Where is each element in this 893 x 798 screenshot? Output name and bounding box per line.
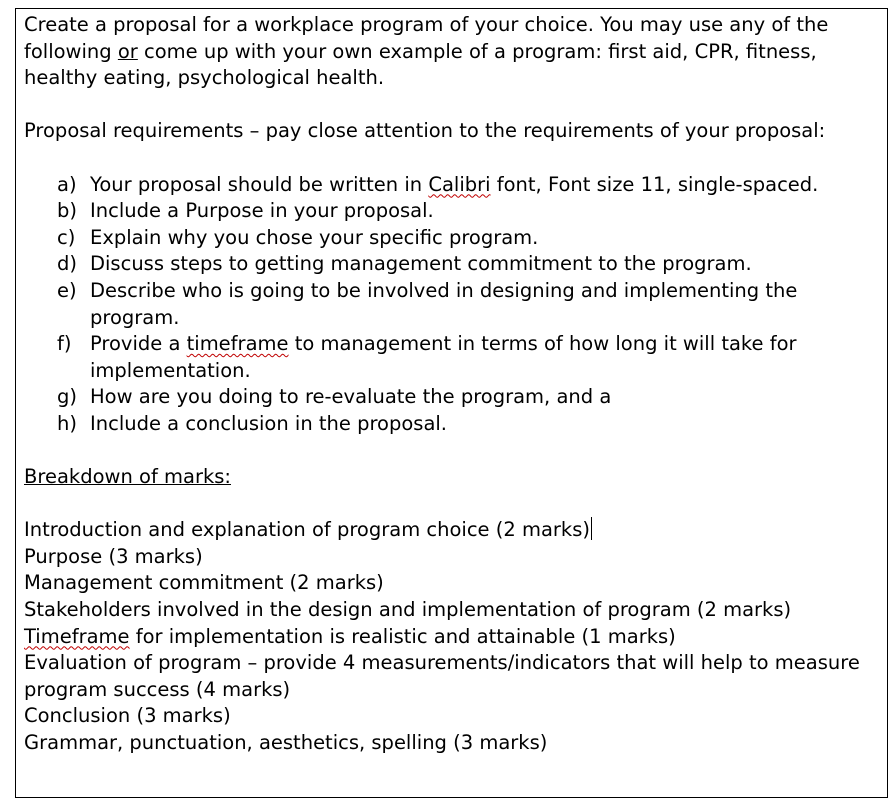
list-item [24, 172, 887, 199]
blank-line [24, 145, 887, 172]
requirement-text-start: Your proposal should be written in [90, 172, 429, 196]
marks-item [24, 517, 887, 544]
requirement-text-end: font, Font size 11, single-spaced. [490, 172, 819, 196]
requirement-text: Discuss steps to getting management commitment to the program. [90, 252, 752, 276]
list-item [24, 198, 887, 225]
list-marker: g) [57, 385, 77, 409]
requirement-text: How are you doing to re-evaluate the program, and a [90, 385, 612, 409]
underlined-or: or [117, 39, 138, 63]
text-cursor [591, 517, 592, 540]
list-marker: f) [57, 332, 72, 356]
blank-line [24, 438, 887, 465]
intro-line-1: Create a proposal for a workplace program of your choice. You may use any of the [24, 13, 829, 36]
list-item [24, 384, 887, 411]
document-page[interactable] [15, 8, 888, 798]
requirement-text: Explain why you chose your specific program. [90, 225, 539, 249]
list-item [24, 251, 887, 278]
spellcheck-flagged-word[interactable]: Timeframe [24, 624, 130, 648]
spellcheck-flagged-word[interactable]: timeframe [186, 332, 289, 356]
marks-item: Grammar, punctuation, aesthetics, spelling (3 marks) [24, 731, 548, 755]
list-marker: d) [57, 252, 77, 276]
intro-line-2-end: come up with your own example of a program: first aid, CPR, fitness, [137, 39, 817, 63]
requirement-text: Include a conclusion in the proposal. [90, 411, 448, 435]
intro-line-2 [24, 39, 887, 66]
marks-item-text: for implementation is realistic and attainable (1 marks) [129, 624, 676, 648]
list-marker: c) [57, 225, 76, 249]
marks-item: Management commitment (2 marks) [24, 571, 384, 595]
list-item [24, 411, 887, 438]
marks-item-text: Introduction and explanation of program choice (2 marks) [24, 518, 590, 542]
marks-item: Conclusion (3 marks) [24, 704, 231, 728]
marks-item: Stakeholders involved in the design and implementation of program (2 marks) [24, 598, 792, 622]
requirement-text-start: Provide a [90, 332, 187, 356]
requirement-text: Include a Purpose in your proposal. [90, 199, 434, 223]
list-marker: h) [57, 411, 77, 435]
list-item [24, 331, 887, 384]
blank-line [24, 491, 887, 518]
requirements-heading: Proposal requirements – pay close attention to the requirements of your proposal: [24, 119, 826, 143]
list-marker: a) [57, 172, 77, 196]
marks-item: Evaluation of program – provide 4 measurements/indicators that will help to measure program success (4 marks) [24, 651, 860, 701]
marks-heading: Breakdown of marks: [24, 465, 231, 489]
intro-line-2-start: following [24, 39, 118, 63]
requirement-text: Describe who is going to be involved in designing and implementing the program. [90, 278, 798, 329]
marks-item: Purpose (3 marks) [24, 544, 203, 568]
intro-line-3: healthy eating, psychological health. [24, 66, 385, 90]
blank-line [24, 92, 887, 119]
list-marker: b) [57, 199, 77, 223]
spellcheck-flagged-word[interactable]: Calibri [428, 172, 491, 196]
requirements-list [24, 172, 887, 438]
list-marker: e) [57, 278, 77, 302]
requirement-text-end: to management in terms of how long it will take for implementation. [90, 332, 797, 382]
list-item [24, 225, 887, 252]
marks-item [24, 624, 887, 651]
list-item [24, 278, 887, 331]
